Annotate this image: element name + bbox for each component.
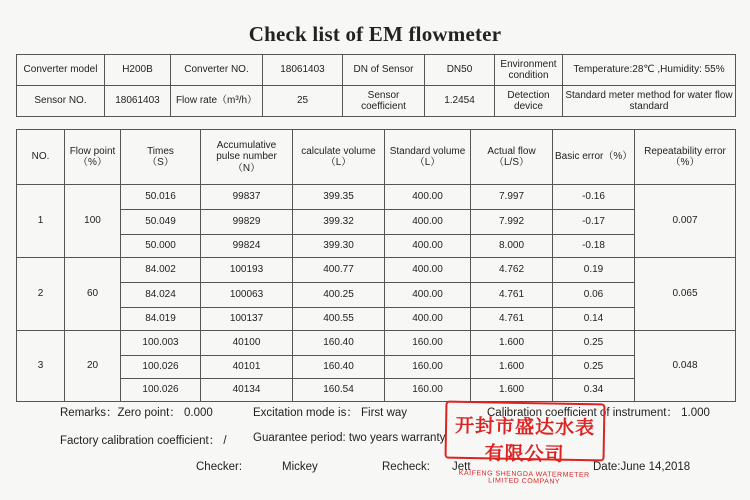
cell-actual-flow: 4.762	[471, 258, 553, 283]
cell-basic-error: 0.25	[553, 356, 635, 379]
header-flow-point: Flow point （%）	[65, 130, 121, 185]
cell-basic-error: 0.25	[553, 331, 635, 356]
cell-pulse: 100193	[201, 258, 293, 283]
cell-times: 100.026	[121, 356, 201, 379]
cell-pulse: 99837	[201, 185, 293, 210]
cell-std-volume: 160.00	[385, 356, 471, 379]
cell-basic-error: -0.18	[553, 235, 635, 258]
group-no: 1	[17, 185, 65, 258]
info-table	[16, 54, 736, 117]
detection-device-label: Detection device	[495, 86, 563, 117]
header-calculate-volume: calculate volume （L）	[293, 130, 385, 185]
cell-pulse: 100137	[201, 308, 293, 331]
cell-calc-volume: 160.54	[293, 379, 385, 402]
factory-calibration: Factory calibration coefficient： /	[60, 435, 227, 447]
seal-sub-text: KAIFENG SHENGDA WATERMETER LIMITED COMPANY	[458, 469, 590, 486]
cell-std-volume: 160.00	[385, 331, 471, 356]
cell-calc-volume: 160.40	[293, 331, 385, 356]
converter-no-value: 18061403	[263, 55, 343, 86]
checker-label: Checker:	[196, 461, 243, 473]
cell-std-volume: 160.00	[385, 379, 471, 402]
header-basic-error: Basic error（%）	[553, 130, 635, 185]
cell-times: 50.016	[121, 185, 201, 210]
cell-calc-volume: 400.25	[293, 283, 385, 308]
cell-times: 50.049	[121, 210, 201, 235]
table-row	[17, 235, 736, 258]
group-flow-point: 100	[65, 185, 121, 258]
converter-no-label: Converter NO.	[171, 55, 263, 86]
cell-actual-flow: 1.600	[471, 331, 553, 356]
cell-std-volume: 400.00	[385, 235, 471, 258]
cell-times: 84.024	[121, 283, 201, 308]
cell-calc-volume: 399.35	[293, 185, 385, 210]
cell-actual-flow: 1.600	[471, 356, 553, 379]
cell-times: 100.026	[121, 379, 201, 402]
cell-actual-flow: 8.000	[471, 235, 553, 258]
cell-basic-error: 0.14	[553, 308, 635, 331]
cell-basic-error: -0.16	[553, 185, 635, 210]
group-flow-point: 60	[65, 258, 121, 331]
cell-actual-flow: 7.997	[471, 185, 553, 210]
dn-label: DN of Sensor	[343, 55, 425, 86]
header-times: Times （S）	[121, 130, 201, 185]
cell-pulse: 100063	[201, 283, 293, 308]
cell-std-volume: 400.00	[385, 185, 471, 210]
detection-device-value: Standard meter method for water flow standard	[563, 86, 736, 117]
table-row	[17, 283, 736, 308]
environment-value: Temperature:28℃ ,Humidity: 55%	[563, 55, 736, 86]
cell-pulse: 40134	[201, 379, 293, 402]
header-pulse-number: Accumulative pulse number （N）	[201, 130, 293, 185]
header-standard-volume: Standard volume （L）	[385, 130, 471, 185]
table-row	[17, 331, 736, 356]
cell-pulse: 40100	[201, 331, 293, 356]
guarantee-period: Guarantee period: two years warranty	[253, 432, 446, 444]
cell-times: 50.000	[121, 235, 201, 258]
cell-actual-flow: 7.992	[471, 210, 553, 235]
table-row	[17, 308, 736, 331]
remarks-zero-point: Remarks：Zero point： 0.000	[60, 407, 213, 419]
group-repeatability: 0.048	[635, 331, 736, 402]
cell-times: 84.002	[121, 258, 201, 283]
calibration-coefficient: Calibration coefficient of instrument： 1.000	[487, 407, 710, 419]
checker-name: Mickey	[282, 461, 318, 473]
group-repeatability: 0.007	[635, 185, 736, 258]
cell-basic-error: 0.19	[553, 258, 635, 283]
cell-basic-error: 0.06	[553, 283, 635, 308]
cell-std-volume: 400.00	[385, 258, 471, 283]
group-no: 3	[17, 331, 65, 402]
cell-pulse: 99824	[201, 235, 293, 258]
cell-actual-flow: 4.761	[471, 283, 553, 308]
converter-model-value: H200B	[105, 55, 171, 86]
cell-basic-error: -0.17	[553, 210, 635, 235]
cell-pulse: 99829	[201, 210, 293, 235]
group-no: 2	[17, 258, 65, 331]
flow-rate-value: 25	[263, 86, 343, 117]
sensor-coefficient-label: Sensor coefficient	[343, 86, 425, 117]
recheck-label: Recheck:	[382, 461, 430, 473]
table-row	[17, 356, 736, 379]
environment-label: Environment condition	[495, 55, 563, 86]
cell-calc-volume: 160.40	[293, 356, 385, 379]
header-no: NO.	[17, 130, 65, 185]
cell-std-volume: 400.00	[385, 283, 471, 308]
cell-std-volume: 400.00	[385, 308, 471, 331]
cell-calc-volume: 400.55	[293, 308, 385, 331]
cell-actual-flow: 4.761	[471, 308, 553, 331]
cell-calc-volume: 399.30	[293, 235, 385, 258]
seal-main-text: 开封市盛达水表有限公司	[454, 414, 596, 466]
sensor-no-label: Sensor NO.	[17, 86, 105, 117]
dn-value: DN50	[425, 55, 495, 86]
cell-std-volume: 400.00	[385, 210, 471, 235]
converter-model-label: Converter model	[17, 55, 105, 86]
table-row	[17, 258, 736, 283]
header-actual-flow: Actual flow （L/S）	[471, 130, 553, 185]
cell-calc-volume: 399.32	[293, 210, 385, 235]
header-repeatability-error: Repeatability error （%）	[635, 130, 736, 185]
document-title: Check list of EM flowmeter	[248, 22, 502, 46]
group-flow-point: 20	[65, 331, 121, 402]
table-row	[17, 210, 736, 235]
cell-times: 100.003	[121, 331, 201, 356]
measurement-table	[16, 129, 736, 402]
flow-rate-label: Flow rate（m³/h）	[171, 86, 263, 117]
sensor-no-value: 18061403	[105, 86, 171, 117]
cell-basic-error: 0.34	[553, 379, 635, 402]
sensor-coefficient-value: 1.2454	[425, 86, 495, 117]
excitation-mode: Excitation mode is： First way	[253, 407, 408, 419]
date: Date:June 14,2018	[593, 461, 691, 473]
cell-calc-volume: 400.77	[293, 258, 385, 283]
cell-pulse: 40101	[201, 356, 293, 379]
table-row	[17, 185, 736, 210]
cell-times: 84.019	[121, 308, 201, 331]
table-row	[17, 379, 736, 402]
group-repeatability: 0.065	[635, 258, 736, 331]
recheck-name: Jett	[452, 461, 471, 473]
cell-actual-flow: 1.600	[471, 379, 553, 402]
